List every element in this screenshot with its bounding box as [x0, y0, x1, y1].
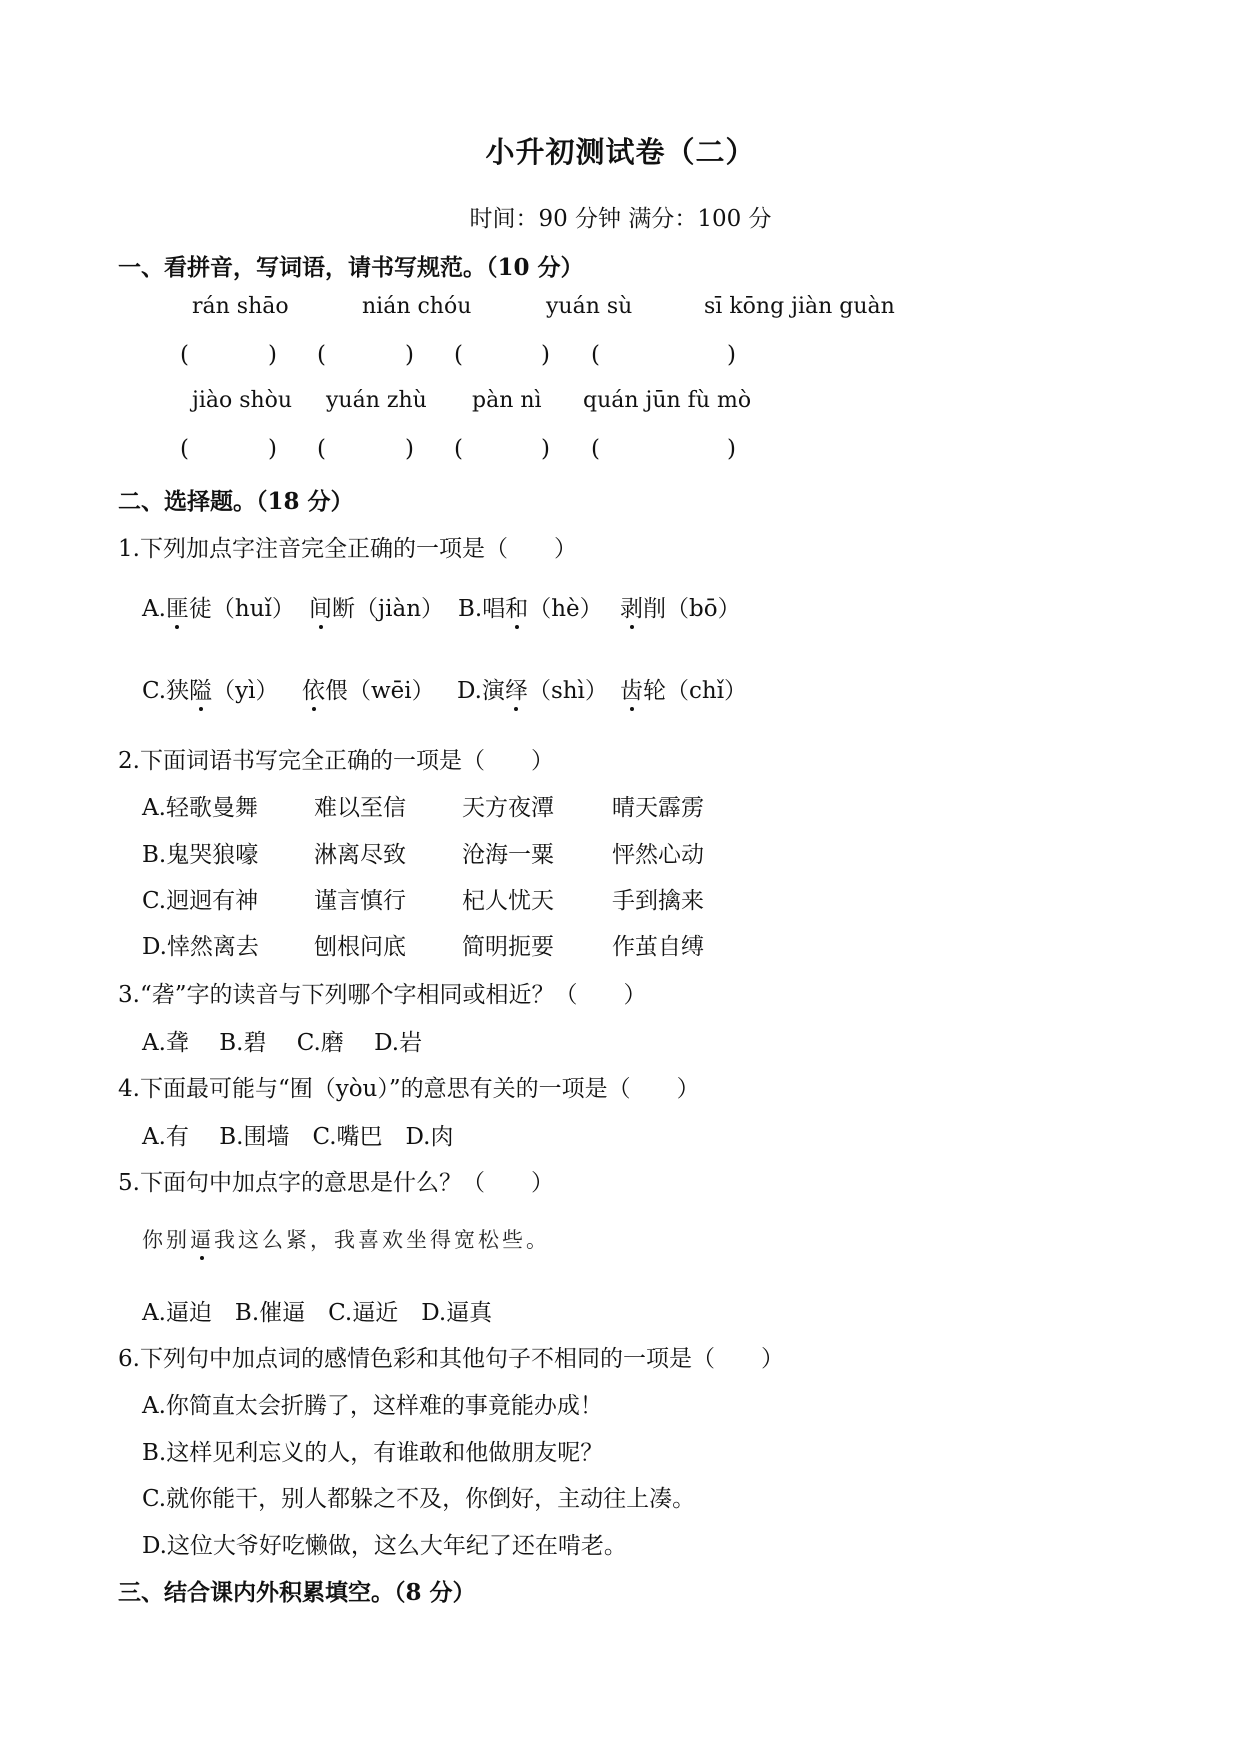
answer-paren-close: )	[727, 436, 736, 462]
question-6-stem: 6.下列句中加点词的感情色彩和其他句子不相同的一项是（ ）	[118, 1346, 784, 1372]
q2-cell: 难以至信	[314, 795, 406, 821]
pinyin-1-2: nián chóu	[362, 294, 472, 319]
pinyin-2-4: quán jūn fù mò	[583, 388, 752, 413]
q2-cell: D.悻然离去	[142, 934, 259, 960]
q2-cell: 手到擒来	[612, 888, 704, 914]
dotted-char: 匪	[166, 590, 189, 623]
question-1-stem: 1.下列加点字注音完全正确的一项是（ ）	[118, 536, 577, 562]
answer-paren-open: (	[591, 436, 600, 462]
q5-sentence: 你别逼我这么紧，我喜欢坐得宽松些。	[142, 1224, 550, 1254]
question-4-stem: 4.下面最可能与“囿（yòu）”的意思有关的一项是（ ）	[118, 1076, 700, 1102]
answer-paren-close: )	[727, 342, 736, 368]
q2-cell: 杞人忧天	[462, 888, 554, 914]
answer-paren-close: )	[541, 436, 550, 462]
answer-paren-close: )	[405, 342, 414, 368]
q2-cell: C.迥迥有神	[142, 888, 259, 914]
answer-paren-close: )	[405, 436, 414, 462]
question-2-stem: 2.下面词语书写完全正确的一项是（ ）	[118, 748, 554, 774]
q2-cell: 谨言慎行	[314, 888, 406, 914]
q2-cell: 沧海一粟	[462, 842, 554, 868]
exam-info: 时间：90 分钟 满分：100 分	[469, 206, 772, 232]
q6-option-b: B.这样见利忘义的人，有谁敢和他做朋友呢？	[142, 1440, 604, 1466]
answer-paren-open: (	[317, 436, 326, 462]
q2-cell: 作茧自缚	[612, 934, 704, 960]
dotted-char: 齿	[620, 672, 643, 705]
q1-option-c2: 依偎（wēi）	[302, 672, 435, 705]
pinyin-2-3: pàn nì	[472, 388, 542, 413]
section-3-heading: 三、结合课内外积累填空。（8 分）	[118, 1579, 476, 1606]
q1-option-d2: 齿轮（chǐ）	[620, 672, 747, 705]
answer-paren-close: )	[268, 342, 277, 368]
question-3-stem: 3.“砻”字的读音与下列哪个字相同或相近？（ ）	[118, 982, 647, 1008]
page-title: 小升初测试卷（二）	[485, 135, 756, 169]
answer-paren-close: )	[268, 436, 277, 462]
pinyin-1-3: yuán sù	[546, 294, 633, 319]
q1-option-b2: 剥削（bō）	[620, 590, 741, 623]
answer-paren-open: (	[591, 342, 600, 368]
q2-cell: B.鬼哭狼嚎	[142, 842, 259, 868]
question-3-options: A.聋 B.碧 C.磨 D.岩	[142, 1030, 423, 1056]
q2-cell: 刨根问底	[314, 934, 406, 960]
pinyin-2-2: yuán zhù	[326, 388, 427, 413]
question-4-options: A.有 B.围墙 C.嘴巴 D.肉	[142, 1124, 454, 1150]
q2-cell: A.轻歌曼舞	[142, 795, 258, 821]
q1-option-a: A.匪徒（huǐ）	[142, 590, 295, 623]
q2-cell: 简明扼要	[462, 934, 554, 960]
dotted-char: 隘	[189, 672, 212, 705]
q2-cell: 淋离尽致	[314, 842, 406, 868]
q1-option-b: B.唱和（hè）	[458, 590, 603, 623]
q2-cell: 怦然心动	[612, 842, 704, 868]
answer-paren-open: (	[317, 342, 326, 368]
dotted-char: 和	[505, 590, 528, 623]
q1-option-c: C.狭隘（yì）	[142, 672, 278, 705]
q6-option-a: A.你简直太会折腾了，这样难的事竟能办成！	[142, 1393, 603, 1419]
answer-paren-open: (	[454, 436, 463, 462]
answer-paren-open: (	[180, 342, 189, 368]
q1-option-a2: 间断（jiàn）	[309, 590, 444, 623]
answer-paren-open: (	[454, 342, 463, 368]
q1-option-d: D.演绎（shì）	[457, 672, 608, 705]
answer-paren-open: (	[180, 436, 189, 462]
dotted-char: 依	[302, 672, 325, 705]
q2-cell: 天方夜潭	[462, 795, 554, 821]
question-5-options: A.逼迫 B.催逼 C.逼近 D.逼真	[142, 1300, 493, 1326]
dotted-char: 逼	[190, 1224, 214, 1254]
answer-paren-close: )	[541, 342, 550, 368]
pinyin-2-1: jiào shòu	[192, 388, 293, 413]
section-2-heading: 二、选择题。（18 分）	[118, 488, 354, 515]
pinyin-1-4: sī kōng jiàn guàn	[704, 294, 895, 319]
dotted-char: 绎	[505, 672, 528, 705]
q6-option-d: D.这位大爷好吃懒做，这么大年纪了还在啃老。	[142, 1533, 627, 1559]
dotted-char: 间	[309, 590, 332, 623]
q6-option-c: C.就你能干，别人都躲之不及，你倒好，主动往上凑。	[142, 1486, 696, 1512]
q2-cell: 晴天霹雳	[612, 795, 704, 821]
section-1-heading: 一、看拼音，写词语，请书写规范。（10 分）	[118, 254, 584, 281]
dotted-char: 剥	[620, 590, 643, 623]
pinyin-1-1: rán shāo	[192, 294, 289, 319]
question-5-stem: 5.下面句中加点字的意思是什么？（ ）	[118, 1170, 554, 1196]
